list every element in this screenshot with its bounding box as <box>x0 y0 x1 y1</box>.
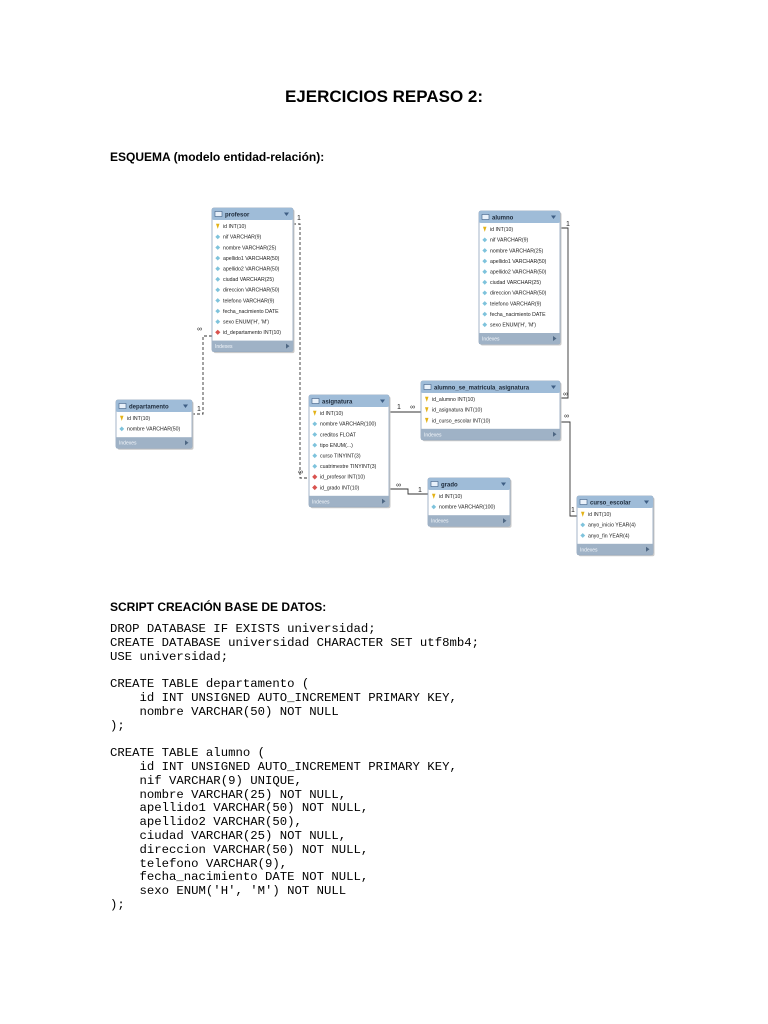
entity-title: grado <box>441 482 458 489</box>
entity-field: tipo ENUM(...) <box>320 442 353 449</box>
entity-grado[interactable] <box>428 478 512 528</box>
entity-field: apellido2 VARCHAR(50) <box>490 269 547 276</box>
cardinality-many: ∞ <box>298 469 303 476</box>
entity-field: apellido1 VARCHAR(50) <box>223 255 280 262</box>
cardinality-one: 1 <box>571 507 575 514</box>
entity-field: sexo ENUM('H', 'M') <box>490 322 537 329</box>
cardinality-one: 1 <box>397 404 401 411</box>
table-icon <box>119 404 126 409</box>
entity-field: id INT(10) <box>127 416 151 423</box>
entity-alumno-se-matricula-asignatura[interactable] <box>421 381 562 441</box>
entity-field: id_departamento INT(10) <box>223 330 281 337</box>
entity-curso-escolar[interactable] <box>577 496 655 556</box>
entity-field: id_grado INT(10) <box>320 485 360 492</box>
entity-field: id INT(10) <box>223 224 247 231</box>
entity-alumno[interactable] <box>479 211 562 346</box>
indexes-label: Indexes <box>215 344 233 351</box>
entity-field: fecha_nacimiento DATE <box>223 308 279 315</box>
entity-title: profesor <box>225 212 250 219</box>
entity-field: nombre VARCHAR(100) <box>439 504 496 511</box>
table-icon <box>312 399 319 404</box>
indexes-label: Indexes <box>580 547 598 554</box>
entity-field: id_asignatura INT(10) <box>432 407 483 414</box>
entity-field: id INT(10) <box>490 227 514 234</box>
entity-field: apellido2 VARCHAR(50) <box>223 266 280 273</box>
entity-field: anyo_fin YEAR(4) <box>588 533 630 540</box>
indexes-label: Indexes <box>119 440 137 447</box>
entity-field: fecha_nacimiento DATE <box>490 311 546 318</box>
sql-script: DROP DATABASE IF EXISTS universidad; CREATE DATABASE universidad CHARACTER SET utf8mb4; USE universidad; CREATE TABLE departamento ( id INT UNSIGNED AUTO_INCREMENT PRIMARY KEY, nombre VARCHAR(50) NOT NULL ); CREATE TABLE alumno ( id INT UNSIGNED AUTO_INCREMENT PRIMARY KEY, nif VARCHAR(9) UNIQUE, nombre VARCHAR(25) NOT NULL, apellido1 VARCHAR(50) NOT NULL, apellido2 VARCHAR(50), ciudad VARCHAR(25) NOT NULL, direccion VARCHAR(50) NOT NULL, telefono VARCHAR(9), fecha_nacimiento DATE NOT NULL, sexo ENUM('H', 'M') NOT NULL ); <box>110 622 479 912</box>
script-heading: SCRIPT CREACIÓN BASE DE DATOS: <box>110 600 327 614</box>
entity-field: id INT(10) <box>588 512 612 519</box>
relation-departamento-profesor <box>192 336 212 414</box>
entity-profesor[interactable] <box>212 208 295 353</box>
indexes-label: Indexes <box>312 499 330 506</box>
table-icon <box>580 500 587 505</box>
entity-field: direccion VARCHAR(50) <box>490 290 547 297</box>
er-diagram <box>0 195 768 575</box>
entity-field: nombre VARCHAR(50) <box>127 426 181 433</box>
indexes-bar[interactable] <box>421 429 560 440</box>
entity-field: anyo_inicio YEAR(4) <box>588 522 636 529</box>
table-icon <box>482 215 489 220</box>
entity-field: nombre VARCHAR(100) <box>320 421 377 428</box>
cardinality-many: ∞ <box>563 391 568 398</box>
entity-field: nombre VARCHAR(25) <box>223 245 277 252</box>
entity-field: direccion VARCHAR(50) <box>223 287 280 294</box>
relation-curso-matricula <box>560 422 577 516</box>
entity-field: creditos FLOAT <box>320 432 356 439</box>
entity-field: id INT(10) <box>320 411 344 418</box>
entity-field: cuatrimestre TINYINT(3) <box>320 464 377 471</box>
entity-title: alumno_se_matricula_asignatura <box>434 385 530 392</box>
cardinality-many: ∞ <box>410 404 415 411</box>
entity-field: telefono VARCHAR(9) <box>223 298 275 305</box>
indexes-label: Indexes <box>431 518 449 525</box>
entity-field: telefono VARCHAR(9) <box>490 301 542 308</box>
entity-field: ciudad VARCHAR(25) <box>223 277 274 284</box>
entity-field: id_curso_escolar INT(10) <box>432 418 491 425</box>
relation-profesor-asignatura <box>293 224 309 478</box>
table-icon <box>431 482 438 487</box>
table-icon <box>424 385 431 390</box>
cardinality-one: 1 <box>197 406 201 413</box>
entity-title: asignatura <box>322 399 353 406</box>
entity-field: nif VARCHAR(9) <box>490 237 529 244</box>
indexes-label: Indexes <box>424 432 442 439</box>
cardinality-many: ∞ <box>197 326 202 333</box>
document-title: EJERCICIOS REPASO 2: <box>284 87 484 106</box>
entity-field: nif VARCHAR(9) <box>223 234 262 241</box>
entity-field: curso TINYINT(3) <box>320 453 361 460</box>
entity-asignatura[interactable] <box>309 395 391 508</box>
entity-departamento[interactable] <box>116 400 194 450</box>
entity-tables <box>116 208 655 556</box>
entity-title: curso_escolar <box>590 500 631 507</box>
entity-field: sexo ENUM('H', 'M') <box>223 319 270 326</box>
indexes-label: Indexes <box>482 336 500 343</box>
entity-field: id INT(10) <box>439 494 463 501</box>
entity-title: departamento <box>129 404 169 411</box>
cardinality-many: ∞ <box>564 413 569 420</box>
entity-field: id_profesor INT(10) <box>320 474 365 481</box>
table-icon <box>215 212 222 217</box>
cardinality-one: 1 <box>418 487 422 494</box>
entity-field: id_alumno INT(10) <box>432 397 475 404</box>
cardinality-one: 1 <box>297 215 301 222</box>
schema-heading: ESQUEMA (modelo entidad-relación): <box>110 150 325 164</box>
relation-grado-asignatura <box>389 489 428 494</box>
cardinality-one: 1 <box>566 221 570 228</box>
entity-field: nombre VARCHAR(25) <box>490 248 544 255</box>
entity-title: alumno <box>492 215 514 222</box>
entity-field: apellido1 VARCHAR(50) <box>490 258 547 265</box>
cardinality-many: ∞ <box>396 482 401 489</box>
entity-field: ciudad VARCHAR(25) <box>490 280 541 287</box>
